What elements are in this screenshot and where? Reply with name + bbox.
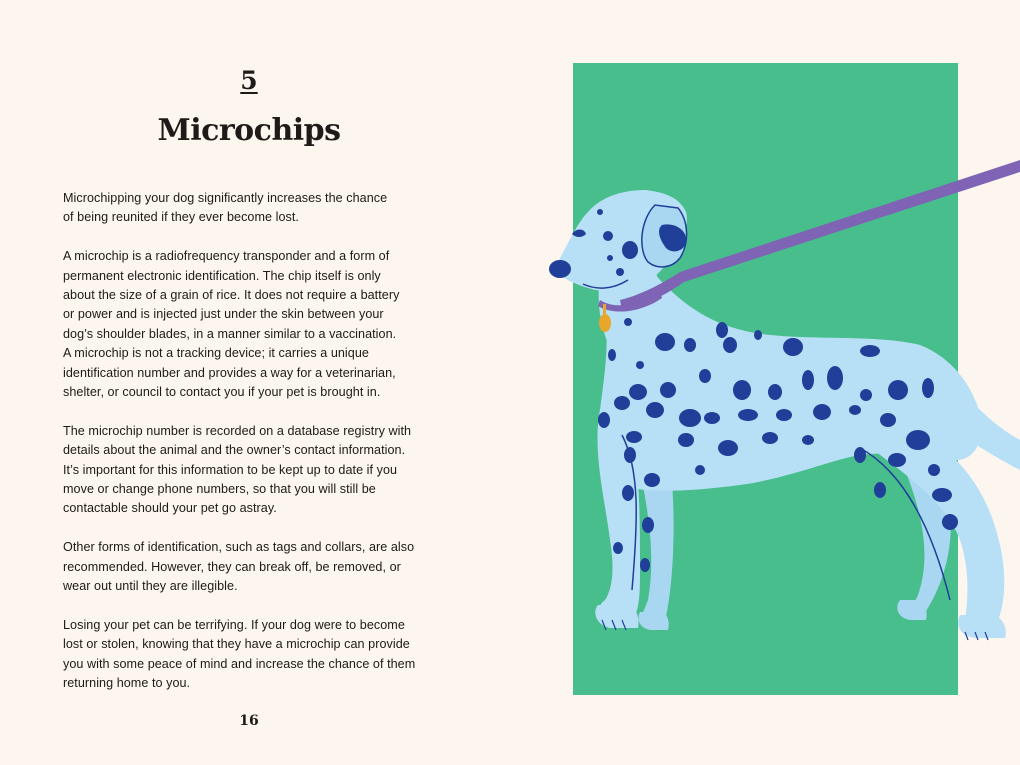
text-line: returning home to you. — [63, 676, 191, 691]
page-number: 16 — [239, 713, 259, 729]
dog-spot — [783, 338, 803, 356]
dog-spot — [597, 209, 603, 215]
dog-spot — [928, 464, 940, 476]
dog-spot — [942, 514, 958, 530]
dog-spot — [762, 432, 778, 444]
dog-spot — [622, 241, 638, 259]
dog-spot — [636, 361, 644, 369]
paragraph-3 — [63, 422, 443, 519]
dog-spot — [849, 405, 861, 415]
dog-spot — [699, 369, 711, 383]
paragraph-4 — [63, 538, 443, 596]
dog-spot — [922, 378, 934, 398]
dog-spot — [718, 440, 738, 456]
text-line: details about the animal and the owner’s contact information. — [63, 443, 406, 458]
dog-spot — [629, 384, 647, 400]
dog-spot — [626, 431, 642, 443]
dog-spot — [704, 412, 720, 424]
dog-spot — [616, 268, 624, 276]
dog-spot — [754, 330, 762, 340]
dog-spot — [802, 370, 814, 390]
dog-spot — [624, 447, 636, 463]
text-line: shelter, or council to contact you if your pet is brought in. — [63, 385, 381, 400]
dog-far-front-leg — [640, 470, 674, 622]
dog-spot — [874, 482, 886, 498]
text-line: Microchipping your dog significantly increases the chance — [63, 191, 388, 205]
text-line: Other forms of identification, such as tags and collars, are also — [63, 540, 415, 555]
dog-spot — [932, 488, 952, 502]
text-line: A microchip is a radiofrequency transponder and a form of — [63, 249, 390, 264]
dog-spot — [860, 389, 872, 401]
dog-spot — [854, 447, 866, 463]
dog-spot — [738, 409, 758, 421]
dog-spot — [827, 366, 843, 390]
dalmatian-illustration — [510, 0, 1020, 765]
text-line: lost or stolen, knowing that they have a microchip can provide — [63, 637, 410, 652]
dog-spot — [598, 412, 610, 428]
dog-far-hind-paw — [897, 600, 926, 620]
dog-spot — [906, 430, 930, 450]
dog-spot — [776, 409, 792, 421]
dog-spot — [678, 433, 694, 447]
text-line: about the size of a grain of rice. It does not require a battery — [63, 288, 400, 303]
dog-spot — [723, 337, 737, 353]
dog-front-paw — [595, 605, 638, 628]
dog-spot — [614, 396, 630, 410]
dog-spot — [880, 413, 896, 427]
dog-spot — [860, 345, 880, 357]
dog-spot — [613, 542, 623, 554]
text-line: It’s important for this information to be kept up to date if you — [63, 462, 398, 477]
text-line: dog’s shoulder blades, in a manner similar to a vaccination. — [63, 326, 397, 341]
dog-spot — [888, 380, 908, 400]
text-line: The microchip number is recorded on a database registry with — [63, 423, 412, 438]
body-text — [63, 189, 443, 713]
collar-tag — [599, 314, 611, 332]
dog-spot — [655, 333, 675, 351]
text-line: of being reunited if they ever become lost. — [63, 210, 299, 225]
chapter-title: Microchips — [157, 113, 341, 148]
dog-spot — [644, 473, 660, 487]
paragraph-2 — [63, 247, 443, 402]
dog-spot — [684, 338, 696, 352]
text-line: wear out until they are illegible. — [63, 579, 238, 594]
dog-spot — [642, 517, 654, 533]
dog-spot — [716, 322, 728, 338]
dog-spot — [622, 485, 634, 501]
dog-spot — [768, 384, 782, 400]
dog-spot — [624, 318, 632, 326]
dog-spot — [608, 349, 616, 361]
collar-tag-ring — [603, 304, 606, 314]
text-line: move or change phone numbers, so that you will still be — [63, 482, 376, 497]
text-line: permanent electronic identification. The chip itself is only — [63, 268, 381, 283]
dog-spot — [660, 382, 676, 398]
text-line: contactable should your pet go astray. — [63, 501, 277, 516]
dog-hind-paw — [958, 615, 1006, 638]
dog-spot — [607, 255, 613, 261]
text-line: identification number and provides a way for a veterinarian, — [63, 365, 396, 380]
paragraph-5 — [63, 616, 443, 694]
dog-spot — [679, 409, 701, 427]
dog-spot — [646, 402, 664, 418]
dog-spot — [695, 465, 705, 475]
dog-spot — [603, 231, 613, 241]
dog-spot — [640, 558, 650, 572]
paragraph-1 — [63, 189, 443, 228]
dog-spot — [888, 453, 906, 467]
dog-spot — [813, 404, 831, 420]
chapter-number: 5 — [240, 66, 258, 95]
text-line: you with some peace of mind and increase the chance of them — [63, 656, 416, 671]
dog-far-front-paw — [638, 612, 668, 630]
text-line: or power and is injected just under the skin between your — [63, 307, 384, 322]
text-line: Losing your pet can be terrifying. If your dog were to become — [63, 617, 405, 632]
text-line: A microchip is not a tracking device; it carries a unique — [63, 346, 369, 361]
dog-spot — [733, 380, 751, 400]
dog-nose — [549, 260, 571, 278]
text-line: recommended. However, they can break off, be removed, or — [63, 559, 401, 574]
dog-spot — [802, 435, 814, 445]
